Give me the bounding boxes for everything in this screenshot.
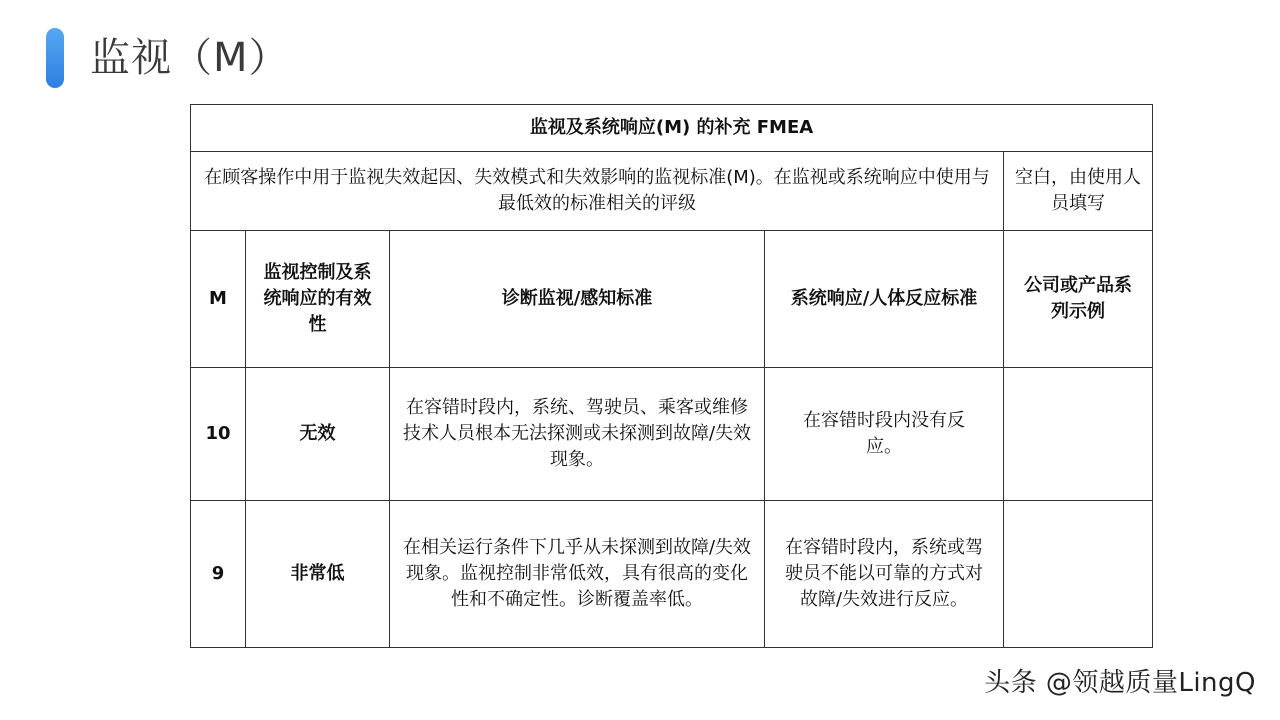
table-description-note: 空白，由使用人员填写 (1004, 152, 1153, 231)
column-header-example: 公司或产品系列示例 (1004, 231, 1153, 368)
row-diagnostic: 在容错时段内，系统、驾驶员、乘客或维修技术人员根本无法探测或未探测到故障/失效现象。 (390, 368, 765, 501)
column-header-effectiveness: 监视控制及系统响应的有效性 (246, 231, 390, 368)
row-effectiveness: 无效 (246, 368, 390, 501)
table-description: 在顾客操作中用于监视失效起因、失效模式和失效影响的监视标准(M)。在监视或系统响应中使用与最低效的标准相关的评级 (191, 152, 1004, 231)
column-header-response: 系统响应/人体反应标准 (765, 231, 1004, 368)
table-header-row (191, 231, 1153, 368)
table-row (191, 368, 1153, 501)
row-diagnostic: 在相关运行条件下几乎从未探测到故障/失效现象。监视控制非常低效，具有很高的变化性和不确定性。诊断覆盖率低。 (390, 501, 765, 648)
fmea-monitoring-table (190, 104, 1153, 648)
table-caption: 监视及系统响应(M) 的补充 FMEA (191, 105, 1153, 152)
table-caption-row (191, 105, 1153, 152)
column-header-diagnostic: 诊断监视/感知标准 (390, 231, 765, 368)
row-effectiveness: 非常低 (246, 501, 390, 648)
row-m-value: 10 (191, 368, 246, 501)
row-example (1004, 501, 1153, 648)
row-example (1004, 368, 1153, 501)
row-response: 在容错时段内，系统或驾驶员不能以可靠的方式对故障/失效进行反应。 (765, 501, 1004, 648)
watermark: 头条 @领越质量LingQ (984, 668, 1256, 698)
title-accent-bar (46, 28, 64, 88)
page-title: 监视（M） (90, 35, 290, 81)
table-row (191, 501, 1153, 648)
column-header-m: M (191, 231, 246, 368)
row-m-value: 9 (191, 501, 246, 648)
row-response: 在容错时段内没有反应。 (765, 368, 1004, 501)
table-description-row (191, 152, 1153, 231)
